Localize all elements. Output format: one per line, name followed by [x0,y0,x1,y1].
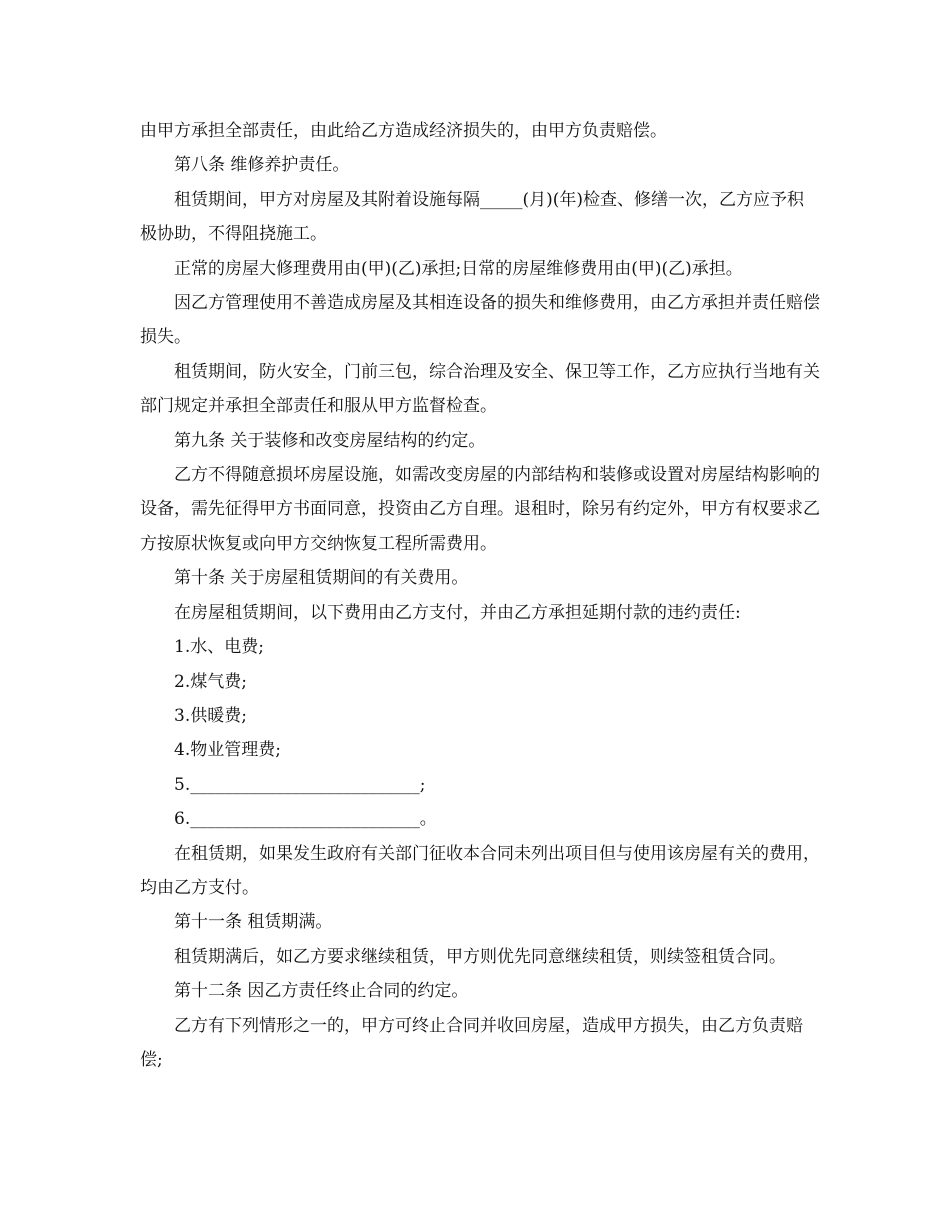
article-11-title: 第十一条 租赁期满。 [174,912,333,933]
article-10-list-item: 3.供暖费; [174,705,247,726]
article-12-paragraph-1: 乙方有下列情形之一的，甲方可终止合同并收回房屋，造成甲方损失，由乙方负责赔偿; [140,1015,803,1070]
document-body [140,114,820,1077]
article-10-list-item: 2.煤气费; [174,671,247,692]
article-10-title: 第十条 关于房屋租赁期间的有关费用。 [174,568,469,589]
article-10-paragraph-1: 在房屋租赁期间，以下费用由乙方支付，并由乙方承担延期付款的违约责任: [174,602,741,623]
article-8-paragraph-3: 因乙方管理使用不善造成房屋及其相连设备的损失和维修费用，由乙方承担并责任赔偿损失。 [140,293,820,348]
article-10-list-item: 1.水、电费; [174,637,264,658]
article-12-title: 第十二条 因乙方责任终止合同的约定。 [174,981,469,1002]
article-10-list-item: 4.物业管理费; [174,740,281,761]
article-10-list-item-blank: 6.___________________________。 [174,809,437,830]
article-9-paragraph-1: 乙方不得随意损坏房屋设施，如需改变房屋的内部结构和装修或设置对房屋结构影响的设备，需先征得甲方书面同意，投资由乙方自理。退租时，除另有约定外，甲方有权要求乙方按原状恢复或向甲方交纳恢复工程所需费用。 [140,465,820,554]
article-9-title: 第九条 关于装修和改变房屋结构的约定。 [174,430,486,451]
article-8-paragraph-2: 正常的房屋大修理费用由(甲)(乙)承担;日常的房屋维修费用由(甲)(乙)承担。 [174,258,743,279]
article-8-paragraph-1: 租赁期间，甲方对房屋及其附着设施每隔_____(月)(年)检查、修缮一次，乙方应予积极协助，不得阻挠施工。 [140,189,805,245]
paragraph-continuation: 由甲方承担全部责任，由此给乙方造成经济损失的，由甲方负责赔偿。 [140,121,667,141]
article-11-paragraph-1: 租赁期满后，如乙方要求继续租赁，甲方则优先同意继续租赁，则续签租赁合同。 [174,946,786,967]
article-10-list-item-blank: 5.___________________________; [174,774,426,795]
article-8-paragraph-4: 租赁期间，防火安全，门前三包，综合治理及安全、保卫等工作，乙方应执行当地有关部门规定并承担全部责任和服从甲方监督检查。 [140,361,820,417]
article-8-title: 第八条 维修养护责任。 [174,155,350,176]
article-10-paragraph-2: 在租赁期，如果发生政府有关部门征收本合同未列出项目但与使用该房屋有关的费用，均由乙方支付。 [140,843,820,898]
